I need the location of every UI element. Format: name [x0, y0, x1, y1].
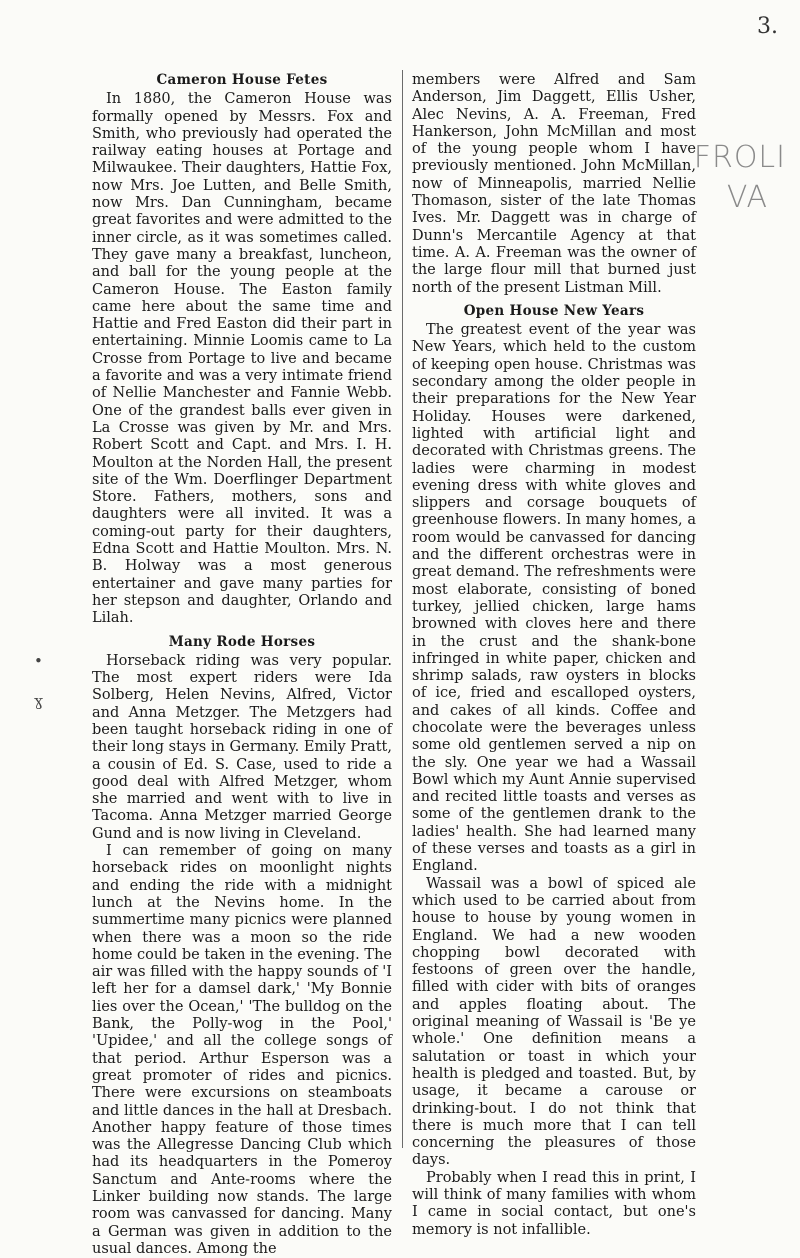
left-column — [92, 72, 392, 1258]
section-heading-many-rode-horses: Many Rode Horses — [168, 633, 316, 650]
paragraph: Probably when I read this in print, I will think of many families with whom I came in social contact, but one's memory is not infallible. — [412, 1169, 696, 1238]
margin-mark-1: • — [34, 652, 43, 670]
right-column — [412, 72, 696, 1239]
section-heading-cameron-house: Cameron House Fetes — [156, 72, 328, 88]
column-divider — [402, 70, 403, 1148]
paragraph: I can remember of going on many horseback rides on moonlight nights and ending the ride with a midnight lunch at the Nevins home. In the summertime many picnics were planned when there was a moon so the ride home could be taken in the evening. The air was filled with the happy sounds of 'I left her for a damsel dark,' 'My Bonnie lies over the Ocean,' 'The bulldog on the Bank, the Polly-wog in the Pool,' 'Upidee,' and all the college songs of that period. Arthur Esperson was a great promoter of rides and picnics. There were excursions on steamboats and little dances in the hall at Dresbach. Another happy feature of those times was the Allegresse Dancing Club which had its headquarters in the Pomeroy Sanctum and Ante-rooms where the Linker building now stands. The large room was canvassed for dancing. Many a German was given in addition to the usual dances. Among the — [92, 843, 392, 1257]
paragraph-continuation: members were Alfred and Sam Anderson, Jim Daggett, Ellis Usher, Alec Nevins, A. A. Freeman, Fred Hankerson, John McMillan and most of the young people whom I have previously mentioned. John McMillan, now of Minneapolis, married Nellie Thomason, sister of the late Thomas Ives. Mr. Daggett was in charge of Dunn's Mercantile Agency at that time. A. A. Freeman was the owner of the large flour mill that burned just north of the present Listman Mill. — [412, 72, 696, 296]
section-heading-open-house: Open House New Years — [463, 302, 645, 319]
paragraph: Wassail was a bowl of spiced ale which used to be carried about from house to house by young women in England. We had a new wooden chopping bowl decorated with festoons of green over the handle, filled with cider with bits of oranges and apples floating about. The original meaning of Wassail is 'Be ye whole.' One definition means a salutation or toast in which your health is pledged and toasted. But, by usage, it became a carouse or drinking-bout. I do not think that there is much more that I can tell concerning the pleasures of those days. — [412, 875, 696, 1169]
paragraph: In 1880, the Cameron House was formally opened by Messrs. Fox and Smith, who previously had operated the railway eating houses at Portage and Milwaukee. Their daughters, Hattie Fox, now Mrs. Joe Lutten, and Belle Smith, now Mrs. Dan Cunningham, became great favorites and were admitted to the inner circle, as it was sometimes called. They gave many a breakfast, luncheon, and ball for the young people at the Cameron House. The Easton family came here about the same time and Hattie and Fred Easton did their part in entertaining. Minnie Loomis came to La Crosse from Portage to live and became a favorite and was a very intimate friend of Nellie Manchester and Fannie Webb. One of the grandest balls ever given in La Crosse was given by Mr. and Mrs. Robert Scott and Capt. and Mrs. I. H. Moulton at the Norden Hall, the present site of the Wm. Doerflinger Department Store. Fathers, mothers, sons and daughters were all invited. It was a coming-out party for their daughters, Edna Scott and Hattie Moulton. Mrs. N. B. Holway was a most generous entertainer and gave many parties for her stepson and daughter, Orlando and Lilah. — [92, 91, 392, 627]
page-number: 3. — [757, 14, 778, 39]
margin-handwriting-2: VA — [726, 180, 768, 215]
margin-mark-2: ɣ — [34, 692, 43, 710]
margin-handwriting-1: FROLI — [693, 140, 786, 175]
paragraph: The greatest event of the year was New Years, which held to the custom of keeping open house. Christmas was secondary among the older people in their preparations for the New Year Holiday. Houses were darkened, lighted with artificial light and decorated with Christmas greens. The ladies were charming in modest evening dress with white gloves and slippers and corsage bouquets of greenhouse flowers. In many homes, a room would be canvassed for dancing and the different orchestras were in great demand. The refreshments were most elaborate, consisting of boned turkey, jellied chicken, large hams browned with cloves here and there in the crust and the shank-bone infringed in white paper, chicken and shrimp salads, raw oysters in blocks of ice, fried and escalloped oysters, and cakes of all kinds. Coffee and chocolate were the beverages unless some old gentlemen served a nip on the sly. One year we had a Wassail Bowl which my Aunt Annie supervised and recited little toasts and verses as some of the gentlemen drank to the ladies' health. She had learned many of these verses and toasts as a girl in England. — [412, 322, 696, 875]
paragraph: Horseback riding was very popular. The most expert riders were Ida Solberg, Helen Nevins, Alfred, Victor and Anna Metzger. The Metzgers had been taught horseback riding in one of their long stays in Germany. Emily Pratt, a cousin of Ed. S. Case, used to ride a good deal with Alfred Metzger, whom she married and went with to live in Tacoma. Anna Metzger married George Gund and is now living in Cleveland. — [92, 652, 392, 842]
